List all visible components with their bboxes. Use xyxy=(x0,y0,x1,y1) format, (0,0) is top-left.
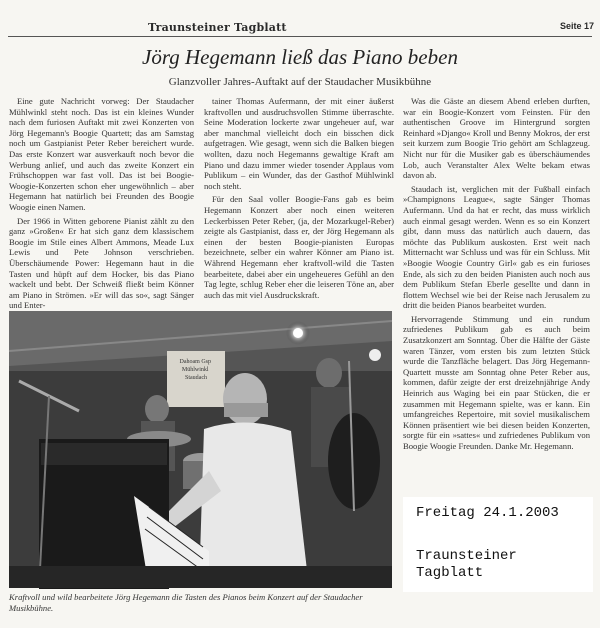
concert-photo xyxy=(9,311,392,588)
venue-banner-text: Dahoam Gsp Mühlwinkl Staudach xyxy=(179,359,211,381)
masthead: Traunsteiner Tagblatt xyxy=(148,21,287,34)
paragraph: Hervorragende Stimmung und ein rundum zufriedenes Publikum gab es auch beim Zusatzkonzert am Sonntag. Über die Hälfte der Gäste waren Tänzer, vom ersten bis zum letzten Stück wurde die Tanzfläche belagert. Das Jörg Hegemann-Quartett musste am Sonntag ohne Peter Reber aus, kommen, dafür zeigte der erst dreizehnjährige Andy Heinrich aus Waging bei ein paar Stücken, die er zusammen mit Hegemann spielte, was er kann. Ein umfangreiches Repertoire, mit soviel musikalischem Können präsentiert wie bei diesen beiden Konzerten, sorgte für ein »sattes« und zufriedenes Publikum von Boogie Woogie Freunden. Danke Mr. Hegemann. xyxy=(403,313,590,451)
article-subheadline: Glanzvoller Jahres-Auftakt auf der Staudacher Musikbühne xyxy=(168,76,432,88)
paragraph: Staudach ist, verglichen mit der Fußball einfach »Champignons League«, sagte Sänger Thomas Aufermann. Und da hat er recht, das muss wirklich auch einmal gesagt werden. Wenn es so ein Konzert gibt, dann muss das natürlich auch dauern, das möchte das Publikum auskosten. Erst weit nach Mitternacht war Schluss und was für ein Schluss. Mit »Boogie Woogie Country Girl« gab es ein furioses Ende, als sich zu den beiden Pianisten auch noch aus dem Publikum Stefan Eberle gesellte und dann in flottem Wechsel wie bei der Reise nach Jerusalem zu dritt die beiden Pianos bearbeitet wurden. xyxy=(403,183,590,311)
article-column-3 xyxy=(403,96,590,566)
concert-photo-illustration xyxy=(9,311,392,588)
handwritten-paper-name: Tagblatt xyxy=(416,565,484,581)
page-number: Seite 17 xyxy=(560,21,595,31)
paragraph: Was die Gäste an diesem Abend erleben durften, war ein Boogie-Konzert vom Feinsten. Für den authentischen Groove im Hintergrund sorgten Reinhard »Django« Kroll und Benny Mokros, der erst seit kurzem zum Boogie Trio gehört am Schlagzeug. Nicht nur für die Musiker gab es überschäumendes Lob, auch Veranstalter Alex Welte bekam etwas davon ab. xyxy=(403,96,590,181)
article-column-2 xyxy=(204,96,394,302)
paragraph: Eine gute Nachricht vorweg: Der Staudacher Mühlwinkl steht noch. Das ist ein kleines Wunder nach dem furiosen Auftakt mit zwei Konzerten von Jörg Hegemann's Boogie Quartett; das am Samstag noch um Gastpianist Peter Reber bereichert wurde. Das erste Konzert war ausverkauft noch bevor die Werbung anlief, und auch das zweite Konzert ein Frühschoppen war fast voll. Das ist bei Boogie-Woogie-Konzerten schon eher ungewöhnlich – aber Hegemann hat natürlich bei Freunden des Boogie Woogie einen Namen. xyxy=(9,96,194,212)
masthead-rule xyxy=(8,36,592,37)
paragraph: Der 1966 in Witten geborene Pianist zählt zu den ganz »Großen« Er hat sich ganz dem klassischem Boogie im Stile eines Albert Ammons, Meade Lux Lewis und Pete Johnson verschrieben. Überschäumende Power: Hegemann haut in die Tasten und hüpft auf dem Hocker, bis das Piano wackelt und bebt. Der Schweiß fließt beim Könner am Piano in Strömen. »Er will das so«, sagt Sänger und Enter- xyxy=(9,215,194,311)
article-column-1 xyxy=(9,96,194,311)
handwritten-paper-name: Traunsteiner xyxy=(416,548,517,564)
photo-caption: Kraftvoll und wild bearbeitete Jörg Hegemann die Tasten des Pianos beim Konzert auf der Staudacher Musikbühne. xyxy=(9,592,363,613)
paragraph: tainer Thomas Aufermann, der mit einer äußerst kraftvollen und ausdruchsvollen Stimme überraschte. Seine Moderation lockerte zwar ungeheuer auf, war aber manchmal vielleicht doch ein bisschen dick aufgetragen. Wie gesagt, wenn sich die Balken biegen wollten, dazu noch Hegemanns gewaltige Kraft am Piano und dazu immer wieder tosender Applaus vom Publikum – ein Wunder, das der Gasthof Mühlwinkl noch steht. xyxy=(204,96,394,191)
article-headline: Jörg Hegemann ließ das Piano beben xyxy=(142,45,458,69)
handwritten-date: Freitag 24.1.2003 xyxy=(416,505,559,521)
paragraph: Für den Saal voller Boogie-Fans gab es beim Hegemann Konzert aber noch einen weiteren Leckerbissen Peter Reber, (ja, der Mozarkugel-Reber) zeigte als Gastpianist, dass er, der Jörg Hegemann als einen der besten Boogie-pianisten Europas bezeichnete, selber ein wahrer Könner am Piano ist. Während Hegemann eher kraftvoll-wild die Tasten bearbeitete, dabei aber ein ungeheueres Gefühl an den Tag legte, schlug Reber eher die leiseren Töne an, aber auch das mit viel Ausdruckskraft. xyxy=(204,194,394,300)
